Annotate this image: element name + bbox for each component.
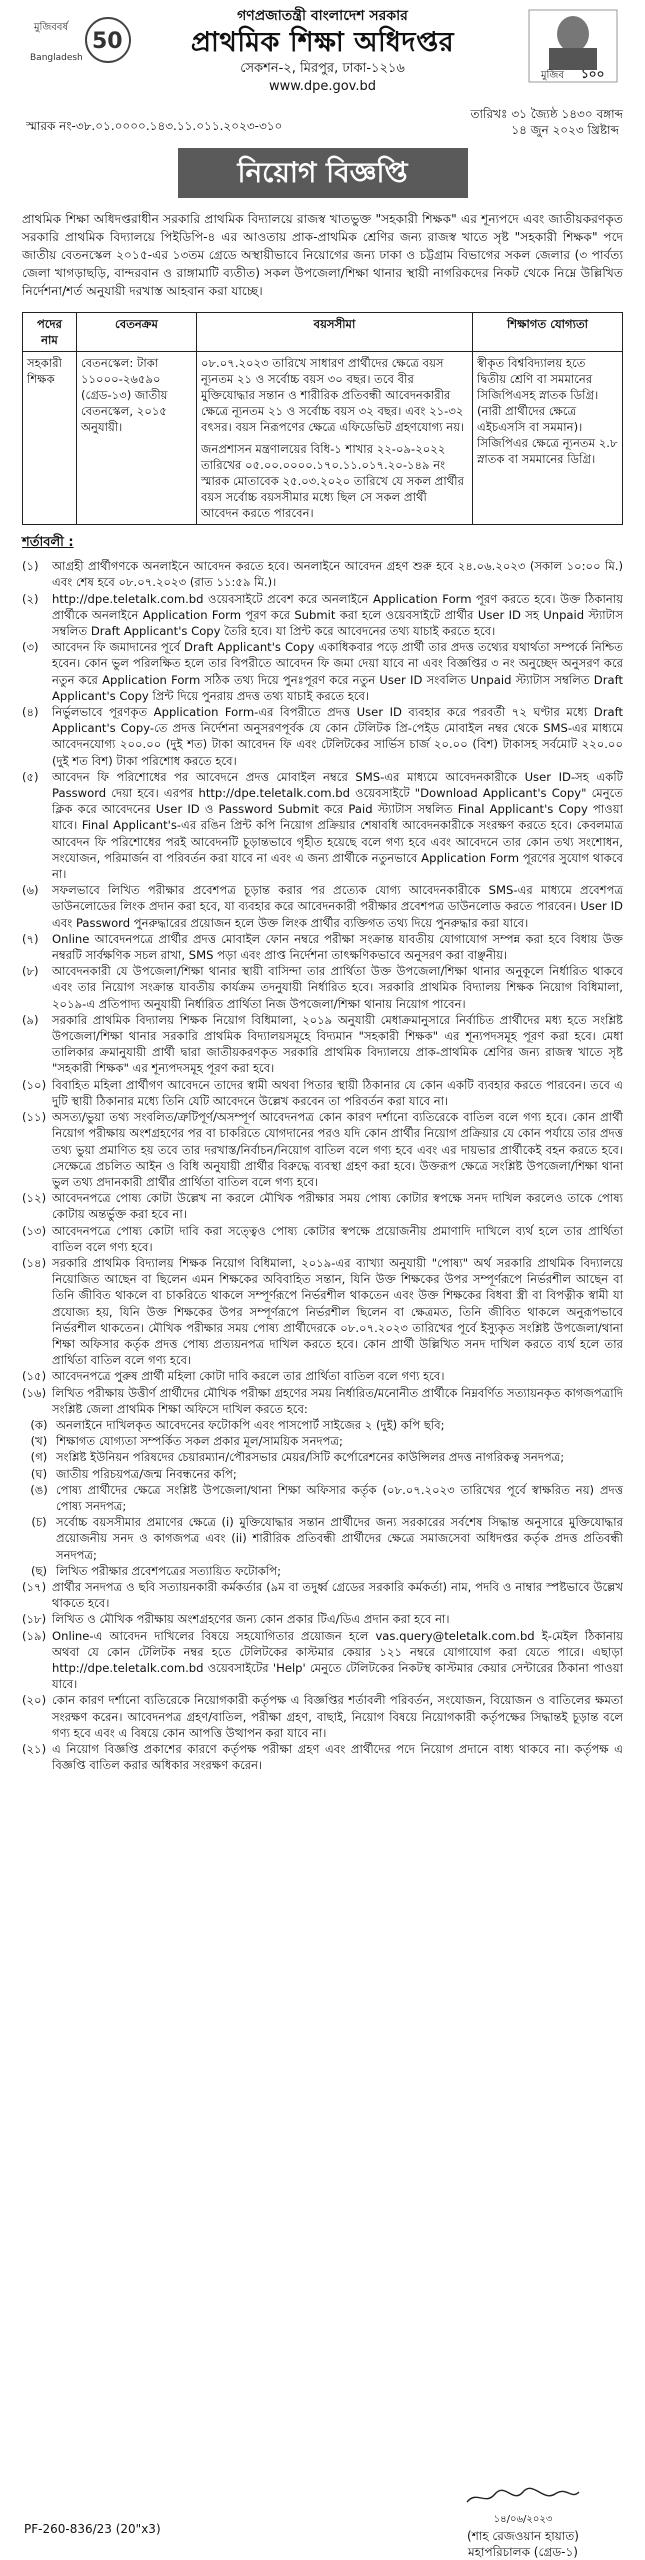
intro-paragraph: প্রাথমিক শিক্ষা অধিদপ্তরাধীন সরকারি প্রাথমিক বিদ্যালয়ে রাজস্ব খাতভুক্ত "সহকারী শিক্ষক" এর শূন্যপদে এবং জাতীয়করণকৃত সরকারি প্রাথমিক বিদ্যালয়ে পিইডিপি-৪ এর আওতায় প্রাক-প্রাথমিক শ্রেণির জন্য রাজস্ব খাতে সৃষ্ট "সহকারী শিক্ষক" পদে জাতীয় বেতনস্কেল ২০১৫-এর ১৩তম গ্রেডে অস্থায়ীভাবে নিয়োগের জন্য ঢাকা ও চট্টগ্রাম বিভাগের সকল জেলার (৩ পার্বত্য জেলা খাগড়াছড়ি, বান্দরবান ও রাঙ্গামাটি ব্যতীত) সকল উপজেলা/শিক্ষা থানার স্থায়ী নাগরিকদের নিকট থেকে নিম্নে উল্লিখিত নির্দেশনা/শর্ত অনুযায়ী দরখাস্ত আহবান করা যাচ্ছে। [22, 212, 623, 298]
publication-code: PF-260-836/23 (20"x3) [24, 2522, 161, 2536]
term-number: (৬) [22, 883, 39, 898]
sub-text: শিক্ষাগত যোগ্যতা সম্পর্কিত সকল প্রকার মূল/সাময়িক সনদপত্র; [56, 1434, 343, 1449]
list-item [22, 931, 623, 963]
svg-text:মুজিববর্ষ: মুজিববর্ষ [34, 22, 69, 33]
sub-text: লিখিত পরীক্ষার প্রবেশপত্রের সত্যায়িত ফটোকপি; [56, 1563, 282, 1578]
term-text: Online আবেদনপত্রে প্রার্থীর প্রদত্ত মোবাইল ফোন নম্বরে পরীক্ষা সংক্রান্ত যাবতীয় যোগাযোগ সম্পন্ন করা হবে বিধায় উক্ত নম্বরটি সার্বক্ষণিক সচল রাখা, SMS পড়া এবং প্রাপ্ত নির্দেশনা তাৎক্ষণিকভাবে অনুসরণ করা বাঞ্ছনীয়। [52, 931, 623, 963]
signature-block [423, 2486, 623, 2560]
term-number: (১) [22, 559, 39, 574]
term-number: (১৫) [22, 1369, 47, 1384]
term-text: সরকারি প্রাথমিক বিদ্যালয় শিক্ষক নিয়োগ বিধিমালা, ২০১৯ অনুযায়ী মেধাক্রমানুসারে নির্বাচিত প্রার্থীদের মধ্য হতে সংশ্লিষ্ট উপজেলা/শিক্ষা থানার সরকারি প্রাথমিক বিদ্যালয়সমূহে বিদ্যমান "সহকারী শিক্ষক" এর শূন্যপদসমূহ পূরণ করা হবে। মেধা তালিকার ক্রমানুযায়ী প্রার্থী দ্বারা জাতীয়করণকৃত সরকারি প্রাথমিক বিদ্যালয়ে প্রাক-প্রাথমিক শ্রেণির জন্য রাজস্ব খাতে সৃষ্ট "সহকারী শিক্ষক" এর শূন্যপদসমূহ পূরণ করা হবে। [52, 1012, 623, 1076]
sub-text: জাতীয় পরিচয়পত্র/জন্ম নিবন্ধনের কপি; [56, 1466, 237, 1481]
sub-text: সর্বোচ্চ বয়সসীমার প্রমাণের ক্ষেত্রে (i) মুক্তিযোদ্ধার সন্তান প্রার্থীদের জন্য সরকারের সর্বশেষ সিদ্ধান্ত অনুসারে মুক্তিযোদ্ধার প্রয়োজনীয় সনদ ও কাগজপত্র এবং (ii) শারীরিক প্রতিবন্ধী প্রার্থীদের ক্ষেত্রে সমাজসেবা অধিদপ্তর কর্তৃক প্রদত্ত প্রতিবন্ধী সনদপত্র; [56, 1515, 623, 1562]
term-text: লিখিত ও মৌখিক পরীক্ষায় অংশগ্রহণের জন্য কোন প্রকার টিএ/ডিএ প্রদান করা হবে না। [52, 1612, 450, 1627]
term-number: (৫) [22, 769, 39, 784]
list-item [22, 1223, 623, 1255]
term-number: (২) [22, 591, 39, 606]
term-number: (১৬) [22, 1385, 47, 1400]
header [22, 0, 623, 140]
website-link[interactable]: www.dpe.gov.bd [269, 79, 376, 94]
list-item [22, 1579, 623, 1611]
date-english: ১৪ জুন ২০২৩ খ্রিষ্টাব্দ [511, 123, 619, 137]
list-item [22, 882, 623, 931]
svg-text:50: 50 [92, 29, 123, 54]
cell-education: স্বীকৃত বিশ্ববিদ্যালয় হতে দ্বিতীয় শ্রেণি বা সমমানের সিজিপিএসহ স্নাতক ডিগ্রি। (নারী প্রার্থীদের ক্ষেত্রে এইচএসসি বা সমমান)। সিজিপিএর ক্ষেত্রে ন্যূনতম ২.৮ স্নাতক বা সমমানের ডিগ্রি। [473, 352, 623, 525]
signature-scribble [463, 2486, 583, 2508]
signatory-title: মহাপরিচালক (গ্রেড-১) [468, 2545, 578, 2559]
sub-item [22, 1417, 623, 1433]
cell-age [197, 352, 473, 525]
list-item [22, 704, 623, 769]
term-number: (১০) [22, 1077, 47, 1092]
list-item [22, 1109, 623, 1190]
term-number: (২০) [22, 1693, 47, 1708]
sub-number: (খ) [30, 1434, 48, 1449]
term-text: অসত্য/ভুয়া তথ্য সংবলিত/ত্রুটিপূর্ণ/অসম্পূর্ণ আবেদনপত্র কোন কারণ দর্শানো ব্যতিরেকে বাতিল বলে গণ্য হবে। কোন প্রার্থী নিয়োগ পরীক্ষায় অংশগ্রহণের পর বা চাকরিতে যোগদানের পরও যদি কোন প্রার্থীর নিয়োগ প্রক্রিয়ার যে কোন পর্যায়ে তার প্রদত্ত তথ্য ভুয়া প্রমাণিত হয় তবে তার দরখাস্ত/নির্বাচন/নিয়োগ বাতিল বলে গণ্য হবে এবং এর দায়ভার প্রার্থীকেই বহন করতে হবে। সেক্ষেত্রে প্রচলিত আইন ও বিধি অনুযায়ী প্রার্থীর বিরুদ্ধে ব্যবস্থা গ্রহণ করা হবে। উক্তরূপ ক্ষেত্রে সংশ্লিষ্ট উপজেলা/শিক্ষা থানা ভুল তথ্য প্রদানকারী প্রার্থীর প্রার্থিতা বাতিল বলে গণ্য হবে। [52, 1110, 623, 1189]
sub-item [22, 1482, 623, 1514]
cell-scale: বেতনস্কেল: টাকা ১১০০০-২৬৫৯০ (গ্রেড-১৩) জাতীয় বেতনস্কেল, ২০১৫ অনুযায়ী। [77, 352, 197, 525]
sub-item [22, 1449, 623, 1465]
term-text: আবেদনকারী যে উপজেলা/শিক্ষা থানার স্থায়ী বাসিন্দা তার প্রার্থিতা উক্ত উপজেলা/শিক্ষা থানার অনুকূলে নির্ধারিত থাকবে এবং তার নিয়োগ সংক্রান্ত যাবতীয় কার্যক্রম তদনুযায়ী নির্ধারিত হবে। সরকারি প্রাথমিক বিদ্যালয় শিক্ষক নিয়োগ বিধিমালা, ২০১৯-এ প্রতিপাদ্য অনুযায়ী নির্ধারিত প্রার্থিতা নিজ উপজেলা/শিক্ষা থানায় নিয়োগ পাবেন। [52, 964, 623, 1011]
term-number: (১৭) [22, 1579, 47, 1594]
term-text: বিবাহিত মহিলা প্রার্থীগণ আবেদনে তাদের স্বামী অথবা পিতার স্থায়ী ঠিকানার যে কোন একটি ব্যবহার করতে পারবেন। তবে এ দুটি স্থায়ী ঠিকানার মধ্যে তিনি যেটি আবেদনে উল্লেখ করবেন তা পরিবর্তন করা যাবে না। [52, 1077, 623, 1108]
list-item [22, 1628, 623, 1693]
list-item [22, 558, 623, 590]
sub-text: পোষ্য প্রার্থীদের ক্ষেত্রে সংশ্লিষ্ট উপজেলা/থানা শিক্ষা অফিসার কর্তৃক (০৮.০৭.২০২৩ তারিখের পূর্বে স্বাক্ষরিত নয়) প্রদত্ত পোষ্য সনদপত্র; [56, 1482, 623, 1513]
sub-number: (গ) [30, 1450, 48, 1465]
sub-item [22, 1433, 623, 1449]
terms-list [22, 558, 623, 1773]
term-number: (১১) [22, 1110, 47, 1125]
term-number: (৭) [22, 931, 39, 946]
term-number: (৮) [22, 964, 39, 979]
list-item [22, 963, 623, 1012]
sub-number: (চ) [31, 1515, 47, 1530]
sub-number: (ঙ) [30, 1482, 48, 1497]
svg-text:Bangladesh: Bangladesh [30, 53, 83, 63]
list-item [22, 1255, 623, 1368]
term-text: আবেদন ফি জমাদানের পূর্বে Draft Applicant's Copy একাধিকবার পড়ে প্রার্থী তার প্রদত্ত তথ্যের যথার্থতা সম্পর্কে নিশ্চিত হবেন। কোন ভুল পরিলক্ষিত হলে তার বিপরীতে আবেদন ফি জমা দেয়া যাবে না এবং বিজ্ঞপ্তির ৩ নং অনুচ্ছেদ অনুসরণ করে নতুন করে Application Form সঠিক তথ্য দিয়ে পুনঃপূরণ করে নতুন User ID সংবলিত Unpaid স্ট্যাটাস সম্বলিত Draft Applicant's Copy প্রিন্ট দিয়ে পুনরায় প্রদত্ত তথ্য যাচাই করতে হবে। [52, 640, 623, 703]
mujib-100-logo [527, 8, 619, 84]
list-item [22, 1368, 623, 1384]
list-item [22, 1611, 623, 1627]
header-education: শিক্ষাগত যোগ্যতা [473, 313, 623, 352]
list-item [22, 1190, 623, 1222]
term-number: (১৮) [22, 1612, 47, 1627]
date-block [471, 106, 623, 138]
table-header-row [23, 313, 623, 352]
cell-post: সহকারী শিক্ষক [23, 352, 77, 525]
term-number: (১৯) [22, 1628, 47, 1643]
term-number: (৪) [22, 705, 39, 720]
term-text: সরকারি প্রাথমিক বিদ্যালয় শিক্ষক নিয়োগ বিধিমালা, ২০১৯-এর ব্যাখ্যা অনুযায়ী "পোষ্য" অর্থ সরকারি প্রাথমিক বিদ্যালয়ে নিয়োজিত আছেন বা ছিলেন এমন শিক্ষকের অবিবাহিত সন্তান, যিনি উক্ত শিক্ষকের উপর সম্পূর্ণরূপে নির্ভরশীল আছেন বা তিনি জীবিত থাকলে বা চাকরিতে থাকলে সম্পূর্ণরূপে নির্ভরশীল থাকতেন এবং উক্ত শিক্ষকের বিধবা স্ত্রী বা বিপত্নীক স্বামী যা প্রযোজ্য হয়, যিনি উক্ত শিক্ষকের উপর সম্পূর্ণরূপে নির্ভরশীল ছিলেন বা ক্ষেত্রমত, তিনি জীবিত থাকলে অনুরূপভাবে নির্ভরশীল থাকতেন। মৌখিক পরীক্ষার সময় পোষ্য প্রার্থীদেরকে ০৮.০৭.২০২৩ তারিখের পূর্বে ইস্যুকৃত সংশ্লিষ্ট উপজেলা/থানা শিক্ষা অফিসার কর্তৃক প্রদত্ত পোষ্য প্রত্যয়নপত্র দাখিল করতে হবে। কোন প্রার্থী উল্লিখিত সনদ দাখিল করতে ব্যর্থ হলে তার প্রার্থিতা বাতিল বলে গণ্য হবে। [52, 1255, 623, 1368]
list-item [22, 1012, 623, 1077]
svg-text:মুজিব: মুজিব [541, 70, 564, 81]
list-item [22, 1741, 623, 1773]
term-text: আবেদনপত্রে পোষ্য কোটা উল্লেখ না করলে মৌখিক পরীক্ষার সময় পোষ্য কোটার স্বপক্ষে সনদ দাখিল করলেও তাকে পোষ্য কোটায় অন্তর্ভুক্ত করা হবে না। [52, 1191, 623, 1222]
term-text: সফলভাবে লিখিত পরীক্ষার প্রবেশপত্র চূড়ান্ত করার পর প্রত্যেক যোগ্য আবেদনকারীকে SMS-এর মাধ্যমে প্রবেশপত্র ডাউনলোডের লিংক প্রদান করা হবে, যা ব্যবহার করে আবেদনকারী পরীক্ষার প্রবেশপত্র ডাউনলোড করতে পারবেন। User ID এবং Password পুনরুদ্ধারের প্রয়োজন হলে উক্ত লিংক প্রার্থীর ব্যক্তিগত তথ্য দিয়ে পুনরুদ্ধার করা যাবে। [52, 883, 623, 930]
sub-item [22, 1563, 623, 1579]
list-item [22, 1385, 623, 1417]
date-bengali: ৩১ জ্যৈষ্ঠ ১৪৩০ বঙ্গাব্দ [511, 107, 623, 121]
term-text: এ নিয়োগ বিজ্ঞপ্তি প্রকাশের কারণে কর্তৃপক্ষ পরীক্ষা গ্রহণ এবং প্রার্থীদের পদে নিয়োগ প্রদানে বাধ্য থাকবে না। কর্তৃপক্ষ এ বিজ্ঞপ্তি বাতিল করার অধিকার সংরক্ষণ করেন। [52, 1742, 623, 1773]
notice-banner: নিয়োগ বিজ্ঞপ্তি [178, 148, 468, 198]
government-line: গণপ্রজাতন্ত্রী বাংলাদেশ সরকার [237, 8, 408, 24]
term-text: Online-এ আবেদন দাখিলের বিষয়ে সহযোগিতার প্রয়োজন হলে vas.query@teletalk.com.bd ই-মেইল ঠিকানায় অথবা যে কোন টেলিটক নম্বর হতে টেলিটকের কাস্টমার কেয়ার ১২১ নম্বরে যোগাযোগ করা যেতে পারে। এছাড়া http://dpe.teletalk.com.bd ওয়েবসাইটের 'Help' মেনুতে টেলিটকের নিকটস্থ কাস্টমার কেয়ার সেন্টারের ঠিকানা পাওয়া যাবে। [52, 1628, 623, 1692]
posts-table [22, 312, 623, 525]
term-text: প্রার্থীর সনদপত্র ও ছবি সত্যায়নকারী কর্মকর্তার (৯ম বা তদুর্ধ্ব গ্রেডের সরকারি কর্মকর্তা) নাম, পদবি ও নাম্বার স্পষ্টভাবে উল্লেখ থাকতে হবে। [52, 1579, 623, 1611]
list-item [22, 591, 623, 640]
term-number: (৩) [22, 640, 39, 655]
term-number: (১২) [22, 1191, 47, 1206]
term-text: http://dpe.teletalk.com.bd ওয়েবসাইটে প্রবেশ করে অনলাইনে Application Form পূরণ করতে হবে। উক্ত ঠিকানায় প্রার্থীকে অনলাইনে Application Form পূরণ করে Submit করা হলে ওয়েবসাইটে প্রার্থীর User ID সহ Unpaid স্ট্যাটাস সম্বলিত Draft Applicant's Copy তৈরি হবে। যা প্রিন্ট করে আবেদনের তথ্য যাচাই করতে হবে। [52, 591, 623, 638]
sub-text: সংশ্লিষ্ট ইউনিয়ন পরিষদের চেয়ারম্যান/পৌরসভার মেয়র/সিটি কর্পোরেশনের কাউন্সিলর প্রদত্ত নাগরিকত্ব সনদপত্র; [56, 1450, 565, 1465]
term-text: কোন কারণ দর্শানো ব্যতিরেকে নিয়োগকারী কর্তৃপক্ষ এ বিজ্ঞপ্তির শর্তাবলী পরিবর্তন, সংযোজন, বিয়োজন ও বাতিলের ক্ষমতা সংরক্ষণ করেন। আবেদনপত্র গ্রহণ/বাতিল, পরীক্ষা গ্রহণ, বাছাই, নিয়োগ বিষয়ে নিয়োগকারী কর্তৃপক্ষের সিদ্ধান্তই চূড়ান্ত বলে গণ্য হবে এবং এ বিষয়ে কোন আপত্তি উত্থাপন করা যাবে না। [52, 1693, 623, 1740]
term-number: (১৩) [22, 1223, 47, 1238]
sub-number: (ক) [30, 1417, 48, 1432]
term-number: (১৪) [22, 1255, 47, 1270]
age-rule: ০৮.০৭.২০২৩ তারিখে সাধারণ প্রার্থীদের ক্ষেত্রে বয়স ন্যূনতম ২১ ও সর্বোচ্চ বয়স ৩০ বছর। তবে বীর মুক্তিযোদ্ধার সন্তান ও শারীরিক প্রতিবন্ধী আবেদনকারীর ক্ষেত্রে ন্যূনতম ২১ ও সর্বোচ্চ বয়স ৩২ বছর। এবং ২১-৩২ বৎসর। বয়স নিরূপণের ক্ষেত্রে এফিডেভিট গ্রহণযোগ্য নয়। [201, 356, 465, 435]
svg-text:১০০: ১০০ [581, 67, 605, 81]
term-number: (৯) [22, 1012, 39, 1027]
sub-item [22, 1466, 623, 1482]
age-circular: জনপ্রশাসন মন্ত্রণালয়ের বিধি-১ শাখার ২২-০৯-২০২২ তারিখের ০৫.০০.০০০০.১৭০.১১.০১৭.২০-১৪৯ নং স্মারক মোতাবেক ২৫.০৩.২০২০ তারিখে যে সকল প্রার্থীর বয়স সর্বোচ্চ বয়সসীমার মধ্যে ছিল সে সকল প্রার্থী আবেদন করতে পারবেন। [201, 442, 464, 521]
header-post: পদের নাম [23, 313, 77, 352]
term-text: লিখিত পরীক্ষায় উত্তীর্ণ প্রার্থীদের মৌখিক পরীক্ষা গ্রহণের সময় নির্ধারিত/মনোনীত প্রার্থীকে নিম্নবর্ণিত সত্যায়নকৃত কাগজপত্রাদি সংশ্লিষ্ট জেলা প্রাথমিক শিক্ষা অফিসে দাখিল করতে হবে: [52, 1385, 623, 1416]
list-item [22, 769, 623, 882]
term-number: (২১) [22, 1742, 47, 1757]
signatory-name: (শাহ রেজওয়ান হায়াত) [467, 2529, 579, 2543]
department-title: প্রাথমিক শিক্ষা অধিদপ্তর [190, 27, 455, 58]
list-item [22, 1077, 623, 1109]
sub-number: (ঘ) [30, 1466, 48, 1481]
header-age: বয়সসীমা [197, 313, 473, 352]
term-text: আবেদনপত্রে পুরুষ প্রার্থী মহিলা কোটা দাবি করলে তার প্রার্থিতা বাতিল বলে গণ্য হবে। [52, 1369, 445, 1384]
memo-number: স্মারক নং-৩৮.০১.০০০০.১৪৩.১১.০১১.২০২৩-৩১০ [26, 119, 283, 133]
term-text: আবেদন ফি পরিশোধের পর আবেদনে প্রদত্ত মোবাইল নম্বরে SMS-এর মাধ্যমে আবেদনকারীকে User ID-সহ একটি Password দেয়া হবে। এরপর http://dpe.teletalk.com.bd ওয়েবসাইটে "Download Applicant's Copy" মেনুতে ক্লিক করে আবেদনের User ID ও Password Submit করে Paid স্ট্যাটাস সম্বলিত Final Applicant's Copy পাওয়া যাবে। Final Applicant's-এর রঙিন প্রিন্ট কপি নিয়োগ প্রক্রিয়ার শেষাবধি আবেদনকারীকে সংরক্ষণ করতে হবে। কেবলমাত্র আবেদন ফি পরিশোধের পরই আবেদনটি চূড়ান্তভাবে গৃহীত হয়েছে বলে গণ্য হবে এবং আবেদনে তার কোন তথ্য সংশোধন, সংযোজন, পরিমার্জন বা পরিবর্তন করা যাবে না এবং এ জন্য প্রার্থীকে নতুনভাবে Application Form পূরণের সুযোগ থাকবে না। [52, 769, 623, 882]
list-item [22, 1692, 623, 1741]
term-text: আবেদনপত্রে পোষ্য কোটা দাবি করা সত্ত্বেও পোষ্য কোটার স্বপক্ষে প্রয়োজনীয় প্রমাণাদি দাখিলে ব্যর্থ হলে তার প্রার্থিতা বাতিল বলে গণ্য হবে। [52, 1223, 623, 1254]
term-text: নির্ভুলভাবে পূরণকৃত Application Form-এর বিপরীতে প্রদত্ত User ID ব্যবহার করে পরবর্তী ৭২ ঘণ্টার মধ্যে Draft Applicant's Copy-তে প্রদত্ত নির্দেশনা অনুসরণপূর্বক যে কোন টেলিটক প্রি-পেইড মোবাইল নম্বর থেকে SMS-এর মাধ্যমে আবেদনযোগ্য ২০০.০০ (দুই শত) টাকা আবেদন ফি এবং টেলিটকের সার্ভিস চার্জ ২০.০০ (বিশ) টাকাসহ সর্বমোট ২২০.০০ (দুই শত বিশ) টাকা পরিশোধ করতে হবে। [52, 705, 623, 768]
date-label: তারিখঃ [470, 107, 508, 121]
sub-item [22, 1514, 623, 1563]
signature-date: ১৪/০৬/২০২৩ [493, 2514, 553, 2525]
list-item [22, 639, 623, 704]
term-text: আগ্রহী প্রার্থীগণকে অনলাইনে আবেদন করতে হবে। অনলাইনে আবেদন গ্রহণ শুরু হবে ২৪.০৬.২০২৩ (সকাল ১০:০০ মি.) এবং শেষ হবে ০৮.০৭.২০২৩ (রাত ১১:৫৯ মি.)। [52, 559, 623, 590]
terms-title: শর্তাবলী : [22, 535, 74, 551]
table-row [23, 352, 623, 525]
sub-text: অনলাইনে দাখিলকৃত আবেদনের ফটোকপি এবং পাসপোর্ট সাইজের ২ (দুই) কপি ছবি; [56, 1417, 445, 1432]
address: সেকশন-২, মিরপুর, ঢাকা-১২১৬ [240, 61, 405, 76]
sub-number: (ছ) [30, 1563, 48, 1578]
header-scale: বেতনক্রম [77, 313, 197, 352]
